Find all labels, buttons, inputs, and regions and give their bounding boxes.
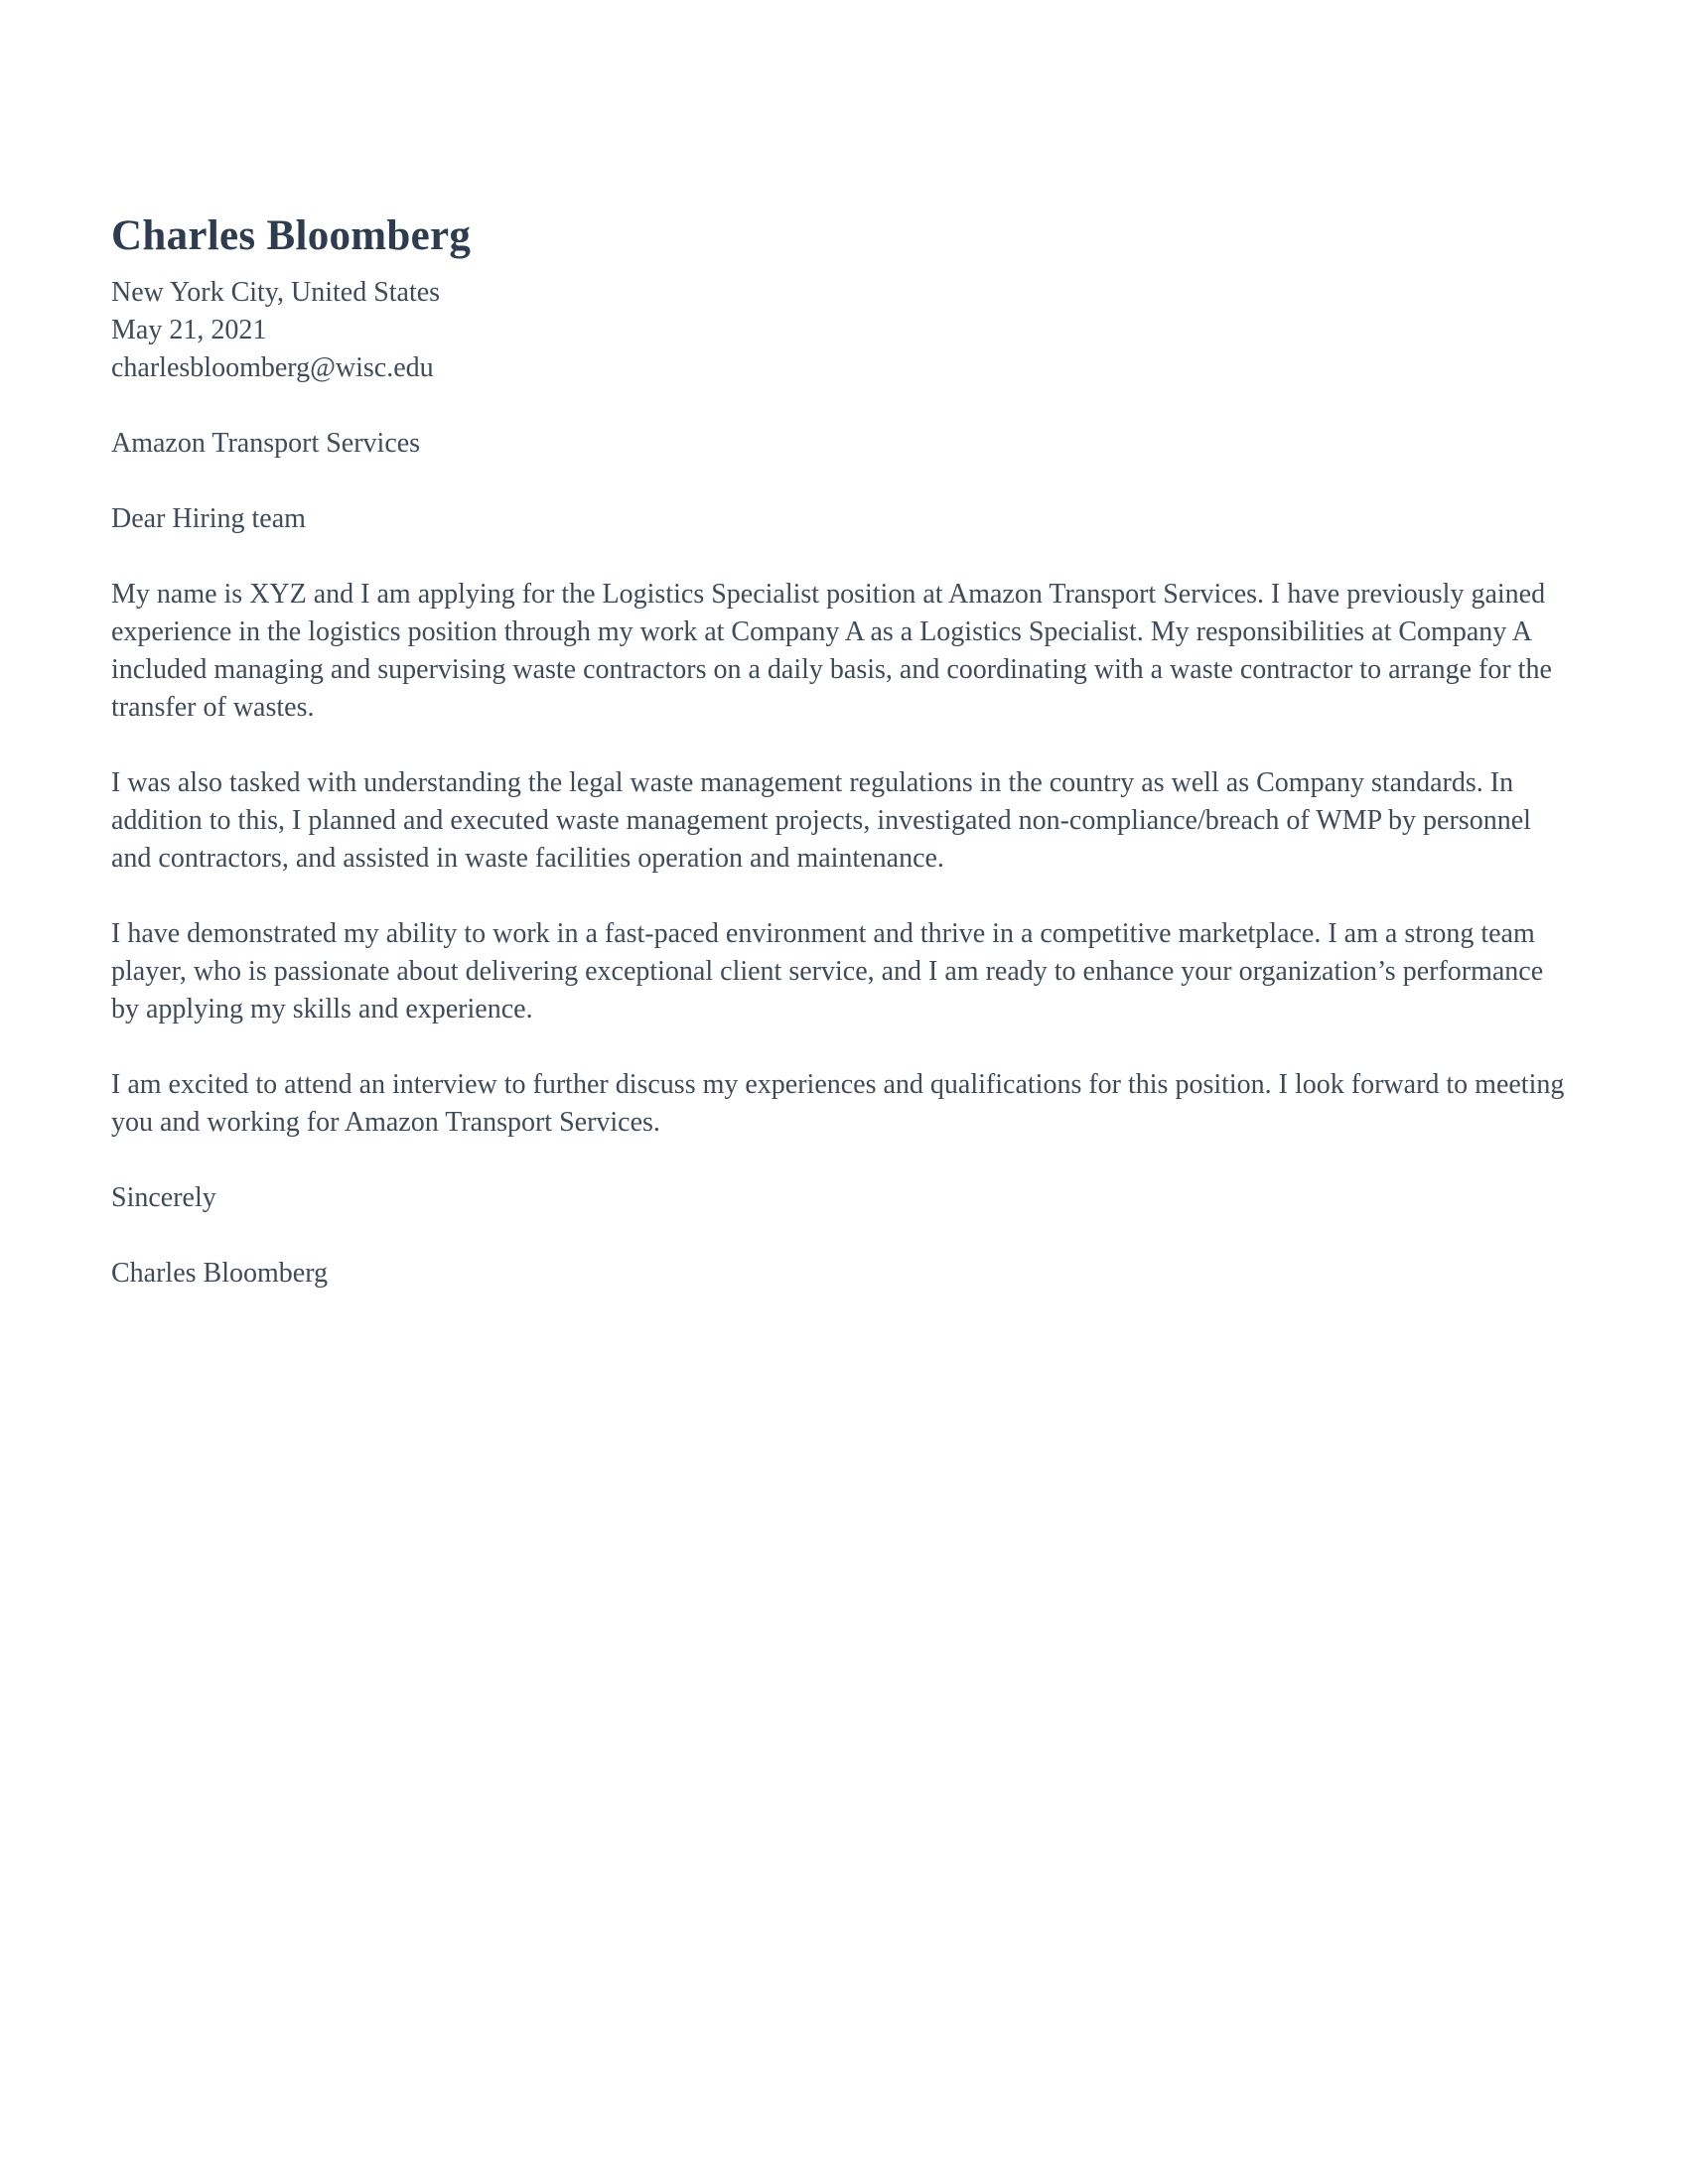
body-paragraph-4: I am excited to attend an interview to further discuss my experiences and qualifications for this position. I look forward to meeting you and working for Amazon Transport Services.	[111, 1068, 1565, 1138]
closing: Sincerely	[111, 1181, 216, 1213]
sender-contact-block	[111, 274, 1574, 387]
body-paragraph-3: I have demonstrated my ability to work in a fast-paced environment and thrive in a competitive marketplace. I am a strong team player, who is passionate about delivering exceptional client service, and I am ready to enhance your organization’s performance by applying my skills and experience.	[111, 917, 1544, 1024]
salutation: Dear Hiring team	[111, 502, 306, 534]
sender-location: New York City, United States	[111, 276, 441, 308]
body-paragraph-2: I was also tasked with understanding the legal waste management regulations in the country as well as Company standards. In addition to this, I planned and executed waste management projects, investigated non-compliance/breach of WMP by personnel and contractors, and assisted in waste facilities operation and maintenance.	[111, 766, 1531, 874]
letter-date: May 21, 2021	[111, 314, 267, 345]
sender-name: Charles Bloomberg	[111, 212, 472, 259]
body-paragraph-1: My name is XYZ and I am applying for the Logistics Specialist position at Amazon Transport Services. I have previously gained experience in the logistics position through my work at Company A as a Logistics Specialist. My responsibilities at Company A included managing and supervising waste contractors on a daily basis, and coordinating with a waste contractor to arrange for the transfer of wastes.	[111, 578, 1552, 723]
signature: Charles Bloomberg	[111, 1257, 329, 1289]
recipient-company: Amazon Transport Services	[111, 427, 421, 459]
sender-email: charlesbloomberg@wisc.edu	[111, 351, 434, 383]
